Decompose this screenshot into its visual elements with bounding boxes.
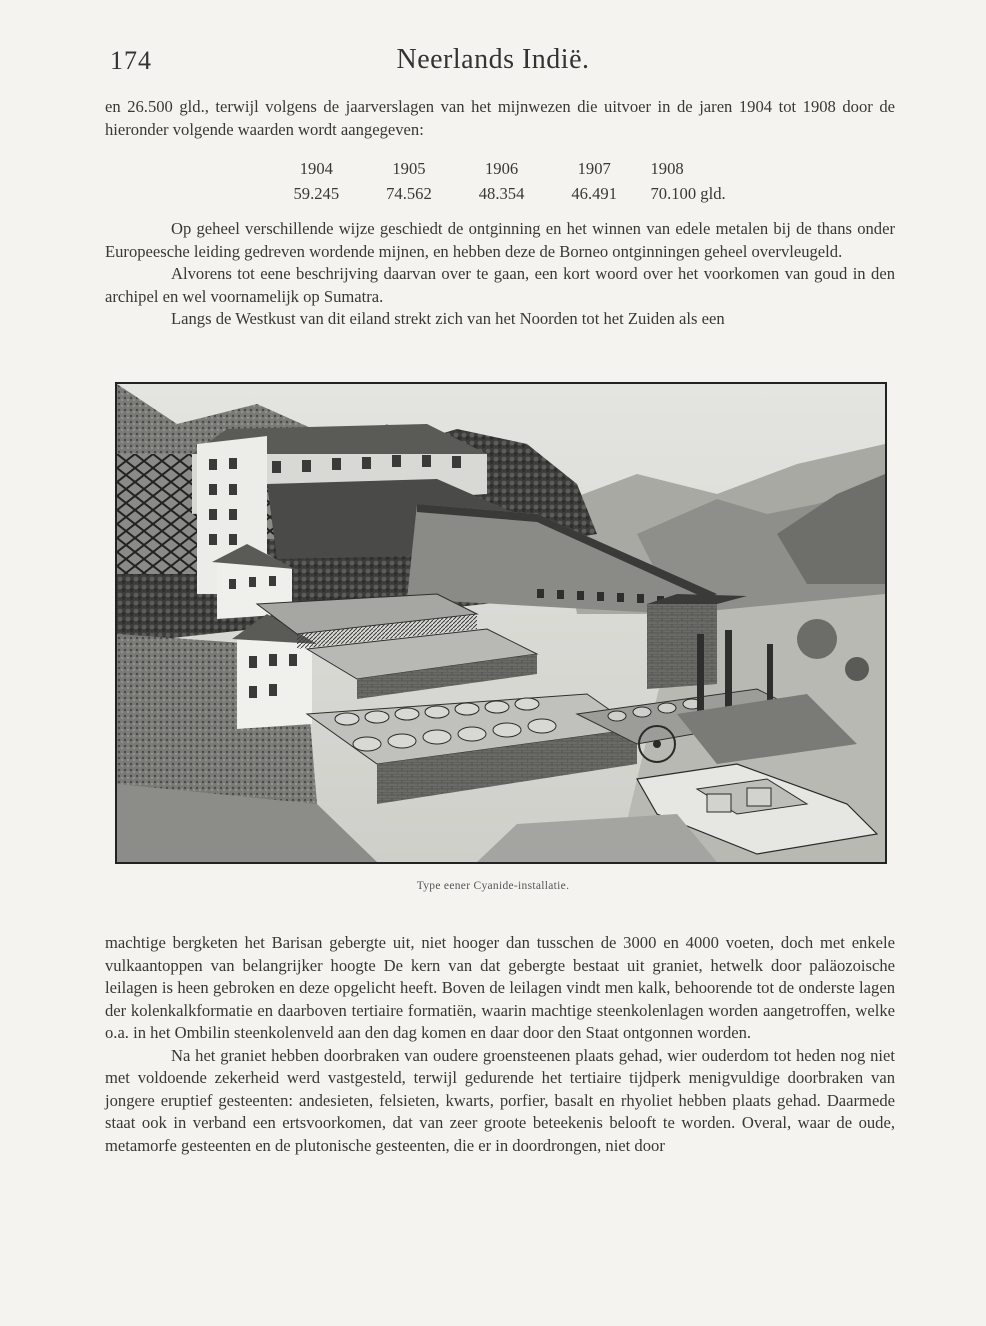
engraving-drawing: [117, 384, 885, 862]
year-cell: 1908: [650, 158, 684, 178]
paragraph: en 26.500 gld., terwijl volgens de jaarverslagen van het mijnwezen die uitvoer in de jaren 1904 tot 1908 door de hieronder volgende waarden wordt aangegeven:: [105, 97, 895, 139]
figure-caption: Type eener Cyanide-installatie.: [416, 880, 570, 892]
page-header: [0, 40, 986, 80]
year-cell: 1907: [577, 158, 611, 178]
paragraph: machtige bergketen het Barisan gebergte uit, niet hooger dan tusschen de 3000 en 4000 voeten, doch met enkele vulkaantoppen van belangrijker hoogte De kern van dat gebergte bestaat uit graniet, hetwelk door paläozoische leilagen is heen gebroken en deze opgelicht heeft. Boven de leilagen vindt men kalk, behoorende tot de onderste lagen der kolenkalkformatie en daarboven tertiaire formatiën, waarin machtige steenkolenlagen worden aangetroffen, welke o.a. in het Ombilin steenkolenveld aan den dag komen en daar door den Staat ontgonnen worden.: [105, 933, 895, 1042]
cyanide-installation-illustration: [115, 382, 887, 864]
middle-text: [105, 218, 895, 331]
value-cell: 59.245: [293, 183, 340, 203]
year-cell: 1905: [392, 158, 426, 178]
year-cell: 1906: [484, 158, 519, 178]
year-cell: 1904: [299, 158, 333, 178]
value-cell: 46.491: [571, 183, 617, 203]
paragraph: Na het graniet hebben doorbraken van oudere groensteenen plaats gehad, wier ouderdom tot heden nog niet met voldoende zekerheid werd vastgesteld, terwijl gedurende het tertiaire tijdperk menigvuldige doorbraken van jongere eruptief gesteenten: andesieten, felsieten, kwarts, porfier, basalt en rhyoliet hebben plaats gehad. Daarmede staat ook in verband een ertsvoorkomen, dat van zeer groote beteekenis belooft te worden. Overal, waar de oude, metamorfe gesteenten en de plutonische gesteenten, die er in doordrongen, niet door: [105, 1045, 895, 1155]
table-header-row: [270, 156, 770, 181]
paragraph: Op geheel verschillende wijze geschiedt de ontginning en het winnen van edele metalen bij de thans onder Europeesche leiding gedreven wordende mijnen, en hebben deze de Borneo ontginningen geheel overvleugeld.: [105, 219, 895, 261]
value-cell: 70.100 gld.: [650, 183, 726, 203]
value-cell: 48.354: [478, 183, 525, 203]
paragraph: Langs de Westkust van dit eiland strekt zich van het Noorden tot het Zuiden als een: [171, 309, 725, 328]
paragraph: Alvorens tot eene beschrijving daarvan over te gaan, een kort woord over het voorkomen van goud in den archipel en wel voornamelijk op Sumatra.: [105, 264, 895, 306]
top-paragraph: [105, 96, 895, 141]
bottom-text: [105, 932, 895, 1157]
page-number: 174: [110, 46, 152, 75]
table-row: [270, 181, 770, 206]
running-title: Neerlands Indië.: [396, 44, 590, 75]
export-values-table: [270, 156, 770, 206]
value-cell: 74.562: [386, 183, 432, 203]
